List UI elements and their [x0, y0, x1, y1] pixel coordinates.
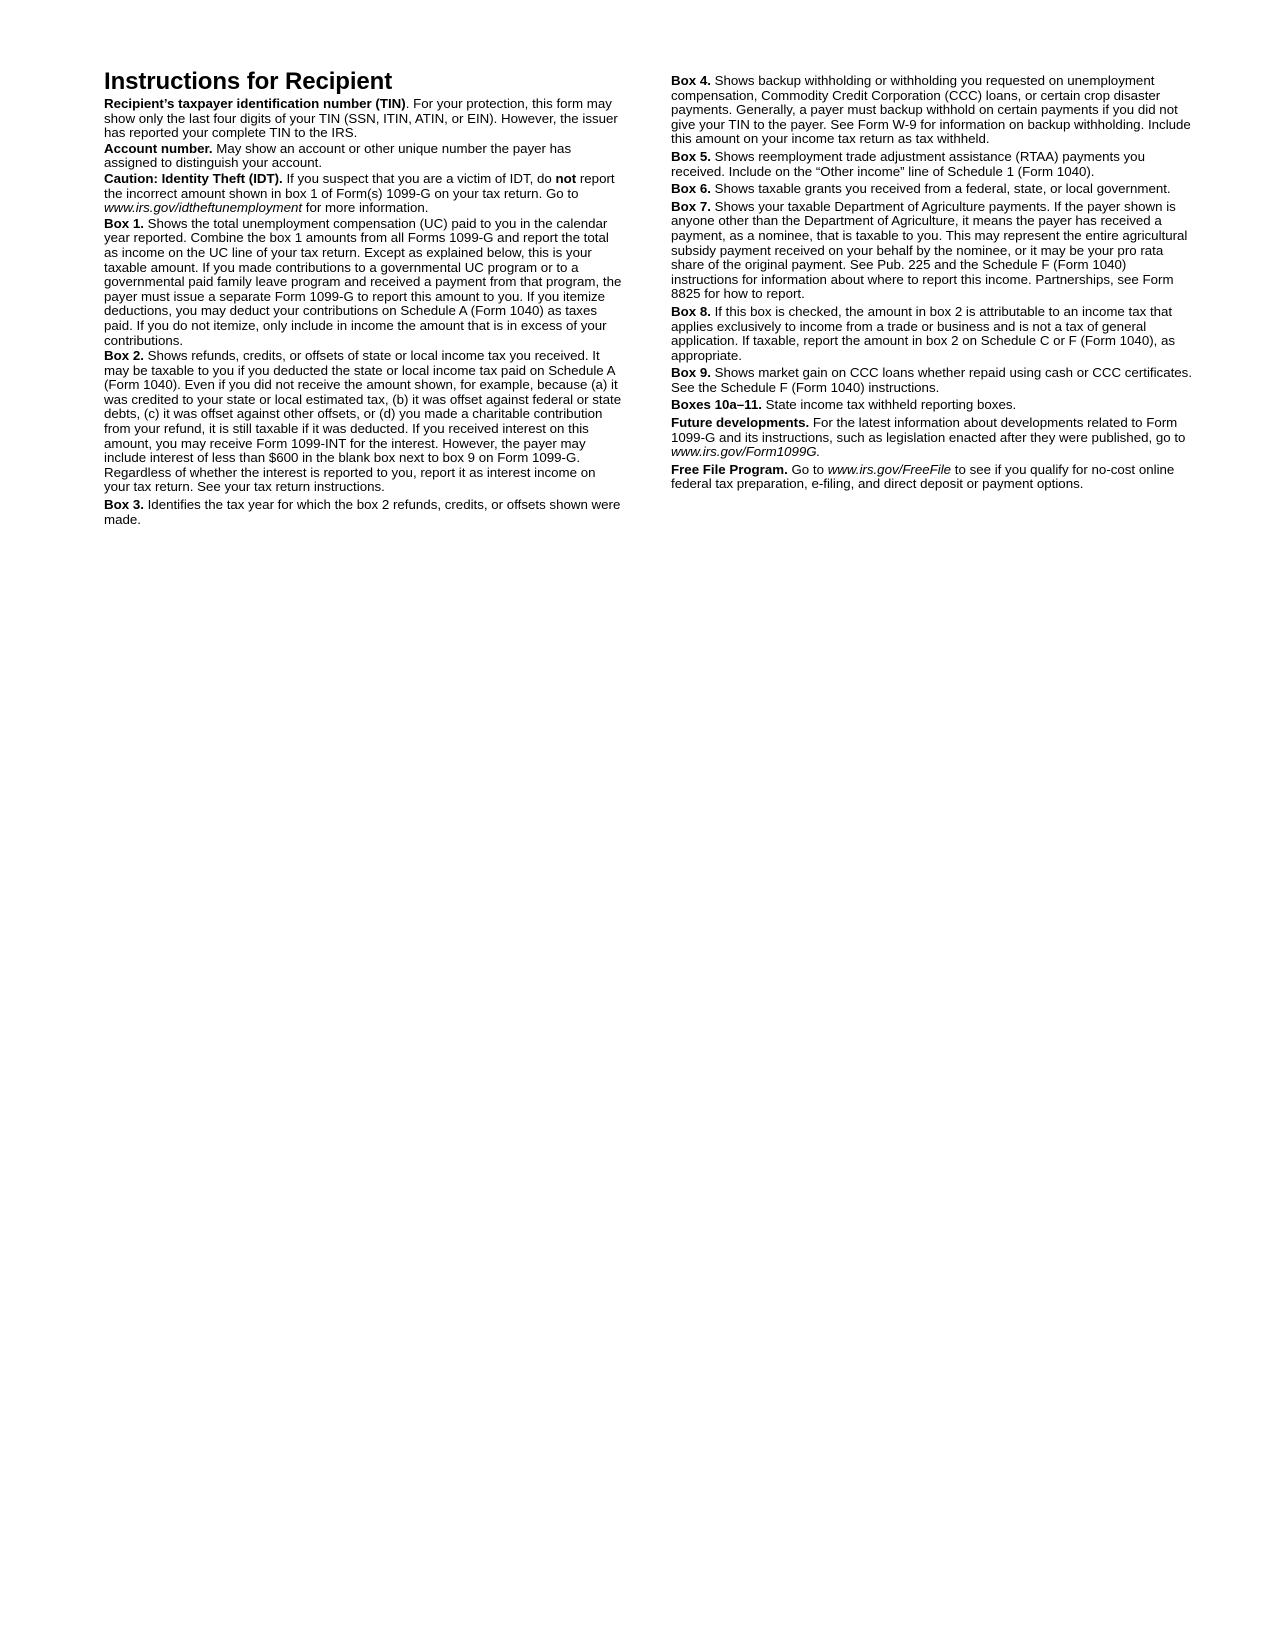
box-5-text: Shows reemployment trade adjustment assistance (RTAA) payments you received. Include on the “Other income” line of Schedule 1 (Form 1040).	[671, 148, 1145, 179]
box-6-text: Shows taxable grants you received from a federal, state, or local government.	[710, 181, 1171, 197]
box-8-paragraph	[671, 305, 1195, 363]
box-7-text: Shows your taxable Department of Agriculture payments. If the payer shown is anyone other than the Department of Agriculture, it means the payer has received a payment, as a nominee, that is taxable to you. This may represent the entire agricultural subsidy payment received on your behalf by the nominee, or it may be your pro rata share of the original payment. See Pub. 225 and the Schedule F (Form 1040) instructions for information about where to report this income. Partnerships, see Form 8825 for how to report.	[671, 198, 1188, 302]
box-8-text: If this box is checked, the amount in box 2 is attributable to an income tax that applies exclusively to income from a trade or business and is not a tax of general application. If taxable, report the amount in box 2 on Schedule C or F (Form 1040), as appropriate.	[671, 303, 1176, 363]
identity-theft-text-c: for more information.	[302, 200, 429, 216]
identity-theft-text-b: report the incorrect amount shown in box 1 of Form(s) 1099-G on your tax return. Go to	[104, 170, 615, 201]
identity-theft-paragraph	[104, 172, 624, 216]
box-1-label: Box 1.	[104, 215, 144, 231]
box-4-paragraph	[671, 74, 1195, 147]
box-2-label: Box 2.	[104, 348, 144, 364]
box-4-text: Shows backup withholding or withholding you requested on unemployment compensation, Commodity Credit Corporation (CCC) loans, or certain crop disaster payments. Generally, a payer must backup withhold on certain payments if you did not give your TIN to the payer. See Form W-9 for information on backup withholding. Include this amount on your income tax return as tax withheld.	[671, 73, 1191, 147]
box-6-label: Box 6.	[671, 181, 711, 197]
free-file-paragraph	[671, 463, 1195, 492]
box-8-label: Box 8.	[671, 303, 711, 319]
tin-label: Recipient’s taxpayer identification number (TIN)	[104, 96, 406, 111]
box-6-paragraph	[671, 182, 1195, 197]
box-3-label: Box 3.	[104, 497, 144, 513]
box-5-label: Box 5.	[671, 148, 711, 164]
box-4-label: Box 4.	[671, 73, 711, 88]
boxes-10a-11-label: Boxes 10a–11.	[671, 397, 762, 413]
box-9-label: Box 9.	[671, 365, 711, 381]
box-2-text: Shows refunds, credits, or offsets of state or local income tax you received. It may be taxable to you if you deducted the state or local income tax paid on Schedule A (Form 1040). Even if you did not receive the amount shown, for example, because (a) it was credited to your state or local estimated tax, (b) it was offset against federal or state debts, (c) it was offset against other offsets, or (d) you made a charitable contribution from your refund, it is still taxable if it was deducted. If you received interest on this amount, you may receive Form 1099-INT for the interest. However, the payer may include interest of less than $600 in the blank box next to box 9 on Form 1099-G. Regardless of whether the interest is reported to you, report it as interest income on your tax return. See your tax return instructions.	[104, 348, 622, 495]
future-developments-text: For the latest information about developments related to Form 1099-G and its instructions, such as legislation enacted after they were published, go to	[671, 415, 1186, 445]
free-file-label: Free File Program.	[671, 461, 788, 477]
form-1099g-link[interactable]: www.irs.gov/Form1099G.	[671, 444, 821, 460]
boxes-10a-11-paragraph	[671, 398, 1195, 413]
free-file-link[interactable]: www.irs.gov/FreeFile	[827, 461, 952, 477]
boxes-10a-11-text: State income tax withheld reporting boxes.	[761, 397, 1017, 413]
right-column	[671, 74, 1195, 493]
future-developments-paragraph	[671, 416, 1195, 460]
page-title: Instructions for Recipient	[104, 68, 393, 95]
box-1-text: Shows the total unemployment compensation (UC) paid to you in the calendar year reported. Combine the box 1 amounts from all Forms 1099-G and report the total as income on the UC line of your tax return. Except as explained below, this is your taxable amount. If you made contributions to a governmental UC program or to a governmental paid family leave program and received a payment from that program, the payer must issue a separate Form 1099-G to report this amount to you. If you itemize deductions, you may deduct your contributions on Schedule A (Form 1040) as taxes paid. If you do not itemize, only include in income the amount that is in excess of your contributions.	[104, 215, 622, 348]
future-developments-label: Future developments.	[671, 415, 810, 431]
box-3-paragraph	[104, 498, 624, 527]
idt-link[interactable]: www.irs.gov/idtheftunemployment	[104, 200, 303, 216]
tin-paragraph	[104, 97, 624, 141]
box-7-label: Box 7.	[671, 198, 711, 214]
box-9-text: Shows market gain on CCC loans whether repaid using cash or CCC certificates. See the Schedule F (Form 1040) instructions.	[671, 365, 1193, 395]
left-column	[104, 68, 624, 528]
free-file-text: Go to	[787, 461, 828, 477]
box-1-paragraph	[104, 217, 624, 348]
tin-text: . For your protection, this form may show only the last four digits of your TIN (SSN, ITIN, ATIN, or EIN). However, the issuer has reported your complete TIN to the IRS.	[104, 96, 618, 141]
identity-theft-text-a: If you suspect that you are a victim of IDT, do	[282, 170, 556, 186]
box-5-paragraph	[671, 150, 1195, 179]
account-number-label: Account number.	[104, 140, 213, 156]
account-number-text: May show an account or other unique number the payer has assigned to distinguish your account.	[104, 140, 572, 171]
box-2-paragraph	[104, 349, 624, 495]
box-7-paragraph	[671, 200, 1195, 302]
free-file-text-b: to see if you qualify for no-cost online federal tax preparation, e-filing, and direct deposit or payment options.	[671, 461, 1175, 492]
identity-theft-not: not	[555, 170, 577, 186]
box-3-text: Identifies the tax year for which the box 2 refunds, credits, or offsets shown were made.	[104, 497, 621, 527]
identity-theft-label: Caution: Identity Theft (IDT).	[104, 170, 283, 186]
account-number-paragraph	[104, 142, 624, 171]
box-9-paragraph	[671, 366, 1195, 395]
